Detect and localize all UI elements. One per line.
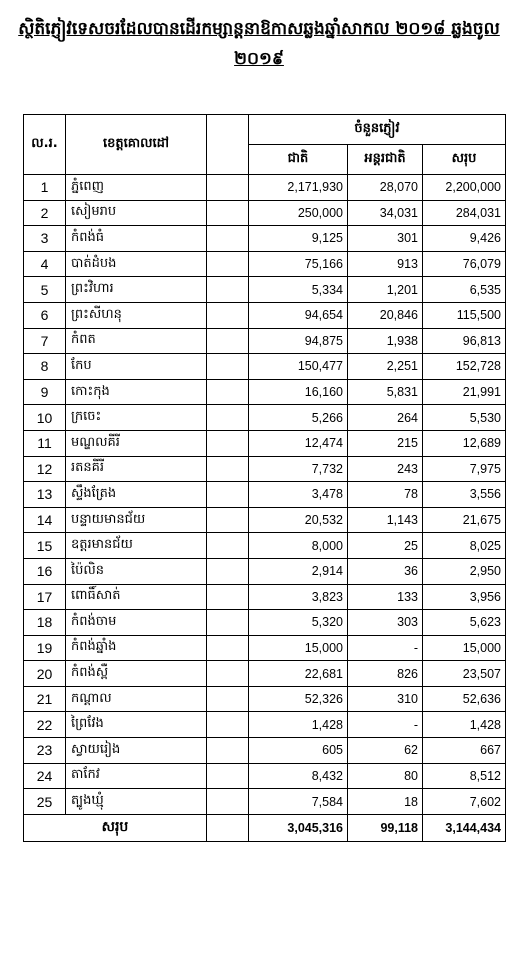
table-row (24, 661, 506, 687)
row-international: 78 (348, 482, 423, 508)
row-blank (207, 558, 249, 584)
table-row (24, 277, 506, 303)
row-total: 115,500 (423, 302, 506, 328)
header-international: អន្តរជាតិ (348, 145, 423, 175)
row-blank (207, 226, 249, 252)
row-province: រតនគីរី (66, 456, 207, 482)
table-row (24, 302, 506, 328)
row-total: 8,512 (423, 763, 506, 789)
row-blank (207, 584, 249, 610)
row-number: 3 (24, 226, 66, 252)
row-number: 24 (24, 763, 66, 789)
table-row (24, 456, 506, 482)
row-total: 5,623 (423, 610, 506, 636)
row-number: 23 (24, 738, 66, 764)
table-row (24, 430, 506, 456)
row-blank (207, 712, 249, 738)
row-number: 8 (24, 354, 66, 380)
row-international: 20,846 (348, 302, 423, 328)
row-number: 10 (24, 405, 66, 431)
row-blank (207, 533, 249, 559)
total-total: 3,144,434 (423, 814, 506, 841)
row-domestic: 7,732 (249, 456, 348, 482)
row-province: កំពង់ឆ្នាំង (66, 635, 207, 661)
row-number: 21 (24, 686, 66, 712)
row-number: 5 (24, 277, 66, 303)
total-label: សរុប (24, 814, 207, 841)
row-number: 13 (24, 482, 66, 508)
table-row (24, 328, 506, 354)
row-domestic: 5,266 (249, 405, 348, 431)
row-province: ភ្នំពេញ (66, 175, 207, 201)
row-number: 11 (24, 430, 66, 456)
row-international: 34,031 (348, 200, 423, 226)
row-international: 80 (348, 763, 423, 789)
row-blank (207, 302, 249, 328)
row-domestic: 75,166 (249, 251, 348, 277)
row-province: ឧត្តរមានជ័យ (66, 533, 207, 559)
header-visitors: ចំនួនភ្ញៀវ (249, 115, 506, 145)
row-international: - (348, 635, 423, 661)
row-total: 12,689 (423, 430, 506, 456)
page-title: ស្ថិតិភ្ញៀវទេសចរដែលបានដើរកម្សាន្តនាឱកាសឆ្លងឆ្នាំសាកល ២០១៨ ឆ្លងចូល ២០១៩ (18, 19, 500, 69)
row-total: 5,530 (423, 405, 506, 431)
row-international: - (348, 712, 423, 738)
table-row (24, 507, 506, 533)
header-no: ល.រ. (24, 115, 66, 175)
table-row (24, 405, 506, 431)
row-international: 133 (348, 584, 423, 610)
row-total: 23,507 (423, 661, 506, 687)
row-international: 25 (348, 533, 423, 559)
row-province: កោះកុង (66, 379, 207, 405)
row-province: ក្រចេះ (66, 405, 207, 431)
row-international: 1,938 (348, 328, 423, 354)
row-domestic: 15,000 (249, 635, 348, 661)
row-domestic: 605 (249, 738, 348, 764)
header-blank (207, 115, 249, 175)
row-domestic: 16,160 (249, 379, 348, 405)
row-total: 21,991 (423, 379, 506, 405)
row-province: កែប (66, 354, 207, 380)
row-domestic: 7,584 (249, 789, 348, 815)
row-domestic: 250,000 (249, 200, 348, 226)
row-blank (207, 482, 249, 508)
row-blank (207, 251, 249, 277)
row-province: កណ្ដាល (66, 686, 207, 712)
row-domestic: 8,000 (249, 533, 348, 559)
row-domestic: 2,171,930 (249, 175, 348, 201)
row-domestic: 20,532 (249, 507, 348, 533)
row-blank (207, 610, 249, 636)
row-province: ព្រះវិហារ (66, 277, 207, 303)
table-row (24, 251, 506, 277)
row-blank (207, 379, 249, 405)
row-domestic: 3,823 (249, 584, 348, 610)
row-international: 215 (348, 430, 423, 456)
row-number: 19 (24, 635, 66, 661)
row-number: 9 (24, 379, 66, 405)
row-total: 2,950 (423, 558, 506, 584)
row-total: 9,426 (423, 226, 506, 252)
row-number: 20 (24, 661, 66, 687)
table-row (24, 226, 506, 252)
row-domestic: 150,477 (249, 354, 348, 380)
row-total: 1,428 (423, 712, 506, 738)
row-international: 28,070 (348, 175, 423, 201)
row-blank (207, 789, 249, 815)
row-total: 7,975 (423, 456, 506, 482)
row-total: 21,675 (423, 507, 506, 533)
row-domestic: 3,478 (249, 482, 348, 508)
header-domestic: ជាតិ (249, 145, 348, 175)
row-province: កំពង់ស្ពឺ (66, 661, 207, 687)
row-province: មណ្ឌលគីរី (66, 430, 207, 456)
row-blank (207, 635, 249, 661)
row-blank (207, 277, 249, 303)
row-number: 16 (24, 558, 66, 584)
row-domestic: 94,654 (249, 302, 348, 328)
table-row (24, 738, 506, 764)
row-total: 152,728 (423, 354, 506, 380)
row-number: 1 (24, 175, 66, 201)
row-province: ព្រៃវែង (66, 712, 207, 738)
row-number: 14 (24, 507, 66, 533)
row-domestic: 12,474 (249, 430, 348, 456)
row-blank (207, 430, 249, 456)
row-international: 913 (348, 251, 423, 277)
total-row (24, 814, 506, 841)
row-international: 1,201 (348, 277, 423, 303)
row-total: 284,031 (423, 200, 506, 226)
row-province: ស្វាយរៀង (66, 738, 207, 764)
row-domestic: 2,914 (249, 558, 348, 584)
row-international: 303 (348, 610, 423, 636)
table-row (24, 175, 506, 201)
row-province: សៀមរាប (66, 200, 207, 226)
row-province: ត្បូងឃ្មុំ (66, 789, 207, 815)
row-total: 8,025 (423, 533, 506, 559)
row-number: 17 (24, 584, 66, 610)
row-number: 4 (24, 251, 66, 277)
row-domestic: 8,432 (249, 763, 348, 789)
table-row (24, 789, 506, 815)
table-row (24, 482, 506, 508)
total-international: 99,118 (348, 814, 423, 841)
row-international: 2,251 (348, 354, 423, 380)
row-province: ព្រះសីហនុ (66, 302, 207, 328)
row-international: 1,143 (348, 507, 423, 533)
row-blank (207, 686, 249, 712)
row-number: 22 (24, 712, 66, 738)
row-province: ប៉ៃលិន (66, 558, 207, 584)
row-total: 52,636 (423, 686, 506, 712)
row-domestic: 94,875 (249, 328, 348, 354)
row-province: កំពង់ចាម (66, 610, 207, 636)
table-row (24, 610, 506, 636)
row-international: 18 (348, 789, 423, 815)
row-number: 12 (24, 456, 66, 482)
row-province: បន្ទាយមានជ័យ (66, 507, 207, 533)
row-province: ពោធិ៍សាត់ (66, 584, 207, 610)
table-row (24, 584, 506, 610)
row-blank (207, 456, 249, 482)
total-domestic: 3,045,316 (249, 814, 348, 841)
table-row (24, 354, 506, 380)
table-row (24, 635, 506, 661)
row-total: 76,079 (423, 251, 506, 277)
row-international: 826 (348, 661, 423, 687)
row-province: បាត់ដំបង (66, 251, 207, 277)
table-row (24, 533, 506, 559)
row-province: តាកែវ (66, 763, 207, 789)
row-international: 243 (348, 456, 423, 482)
row-international: 310 (348, 686, 423, 712)
row-number: 18 (24, 610, 66, 636)
visitor-statistics-table (23, 114, 506, 842)
row-blank (207, 405, 249, 431)
row-total: 3,556 (423, 482, 506, 508)
row-total: 96,813 (423, 328, 506, 354)
row-total: 6,535 (423, 277, 506, 303)
row-total: 15,000 (423, 635, 506, 661)
row-province: កំពត (66, 328, 207, 354)
row-blank (207, 738, 249, 764)
row-total: 3,956 (423, 584, 506, 610)
table-body (24, 175, 506, 815)
row-international: 301 (348, 226, 423, 252)
row-number: 15 (24, 533, 66, 559)
header-destination: ខេត្តគោលដៅ (66, 115, 207, 175)
row-number: 6 (24, 302, 66, 328)
row-number: 2 (24, 200, 66, 226)
row-blank (207, 507, 249, 533)
header-total: សរុប (423, 145, 506, 175)
row-domestic: 52,326 (249, 686, 348, 712)
row-total: 667 (423, 738, 506, 764)
row-domestic: 5,334 (249, 277, 348, 303)
row-international: 5,831 (348, 379, 423, 405)
row-blank (207, 763, 249, 789)
row-international: 36 (348, 558, 423, 584)
row-blank (207, 175, 249, 201)
table-row (24, 379, 506, 405)
table-row (24, 558, 506, 584)
table-row (24, 763, 506, 789)
row-domestic: 9,125 (249, 226, 348, 252)
row-domestic: 5,320 (249, 610, 348, 636)
row-blank (207, 328, 249, 354)
row-blank (207, 661, 249, 687)
total-blank (207, 814, 249, 841)
row-total: 2,200,000 (423, 175, 506, 201)
row-number: 7 (24, 328, 66, 354)
row-international: 62 (348, 738, 423, 764)
row-international: 264 (348, 405, 423, 431)
table-row (24, 712, 506, 738)
table-row (24, 200, 506, 226)
row-province: ស្ទឹងត្រែង (66, 482, 207, 508)
row-domestic: 22,681 (249, 661, 348, 687)
row-province: កំពង់ធំ (66, 226, 207, 252)
row-domestic: 1,428 (249, 712, 348, 738)
row-blank (207, 200, 249, 226)
row-number: 25 (24, 789, 66, 815)
row-blank (207, 354, 249, 380)
table-row (24, 686, 506, 712)
row-total: 7,602 (423, 789, 506, 815)
